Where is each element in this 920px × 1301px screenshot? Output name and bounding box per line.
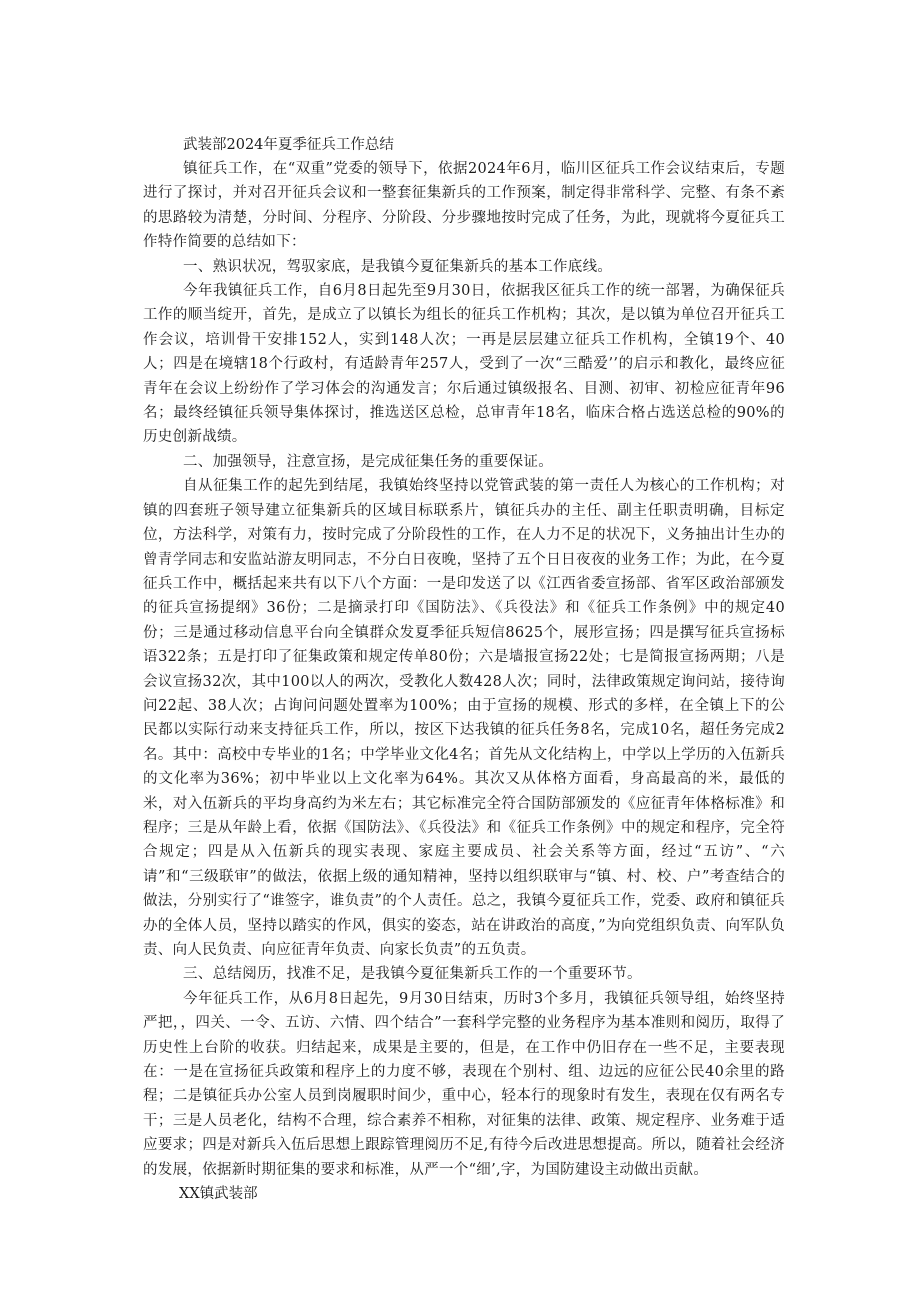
section-1-heading: 一、熟识状况，驾驭家底，是我镇今夏征集新兵的基本工作底线。 [183,258,613,275]
section-3-body: 今年征兵工作，从6月8日起先，9月30日结束，历时3个多月，我镇征兵领导组，始终坚持严把，，四关、一令、五访、六情、四个结合”一套科学完整的业务程序为基本准则和阅历，取得了历史性上台阶的收获。归结起来，成果是主要的，但是，在工作中仍旧存在一些不足，主要表现在：一是在宣扬征兵政策和程序上的力度不够，表现在个别村、组、边远的应征公民40余里的路程；二是镇征兵办公室人员到岗履职时间少，重中心，轻本行的现象时有发生，表现在仅有两名专干；三是人员老化，结构不合理，综合素养不相称，对征集的法律、政策、规定程序、业务难于适应要求；四是对新兵入伍后思想上跟踪管理阅历不足,有待今后改进思想提高。所以，随着社会经济的发展，依据新时期征集的要求和标准，从严一个“细’,字，为国防建设主动做出贡献。 [143,990,785,1178]
document-title: 武装部2024年夏季征兵工作总结 [183,137,394,153]
section-2-heading: 二、加强领导，注意宣扬，是完成征集任务的重要保证。 [183,453,553,470]
document-page [143,133,785,1206]
section-3-heading: 三、总结阅历，找准不足，是我镇今夏征集新兵工作的一个重要环节。 [183,966,642,983]
section-2-body: 自从征集工作的起先到结尾，我镇始终坚持以党管武装的第一责任人为核心的工作机构；对镇的四套班子领导建立征集新兵的区域目标联系片，镇征兵办的主任、副主任职责明确，目标定位，方法科学，对策有力，按时完成了分阶段性的工作，在人力不足的状况下，义务抽出计生办的曾青学同志和安监站游友明同志，不分白日夜晚，坚持了五个日日夜夜的业务工作；为此，在今夏征兵工作中，概括起来共有以下八个方面：一是印发送了以《江西省委宣扬部、省军区政治部颁发的征兵宣扬提纲》36份；二是摘录打印《国防法》、《兵役法》和《征兵工作条例》中的规定40份；三是通过移动信息平台向全镇群众发夏季征兵短信8625个，展形宣扬；四是撰写征兵宣扬标语322条；五是打印了征集政策和规定传单80份；六是墙报宣扬22处；七是简报宣扬两期；八是会议宣扬32次，其中100以人的两次，受教化人数428人次；同时，法律政策规定询问站，接待询问22起、38人次；占询问问题处置率为100%；由于宣扬的规模、形式的多样，在全镇上下的公民都以实际行动来支持征兵工作，所以，按区下达我镇的征兵任务8名，完成10名，超任务完成2名。其中：高校中专毕业的1名；中学毕业文化4名；首先从文化结构上，中学以上学历的入伍新兵的文化率为36%；初中毕业以上文化率为64%。其次又从体格方面看，身高最高的米，最低的米，对入伍新兵的平均身高约为米左右；其它标准完全符合国防部颁发的《应征青年体格标准》和程序；三是从年龄上看，依据《国防法》、《兵役法》和《征兵工作条例》中的规定和程序，完全符合规定；四是从入伍新兵的现实表现、家庭主要成员、社会关系等方面，经过“五访”、“六请”和“三级联审”的做法，依据上级的通知精神，坚持以组织联审与“镇、村、校、户”考查结合的做法，分别实行了“谁签字，谁负责”的个人责任。总之，我镇今夏征兵工作，党委、政府和镇征兵办的全体人员，坚持以踏实的作风，俱实的姿态，站在讲政治的高度，”为向党组织负责、向军队负责、向人民负责、向应征青年负责、向家长负责”的五负责。 [143,478,785,958]
section-1-body: 今年我镇征兵工作，自6月8日起先至9月30日，依据我区征兵工作的统一部署，为确保征兵工作的顺当绽开，首先，是成立了以镇长为组长的征兵工作机构；其次，是以镇为单位召开征兵工作会议，培训骨干安排152人，实到148人次；一再是层层建立征兵工作机构，全镇19个、40人；四是在境辖18个行政村，有适龄青年257人，受到了一次“三酷爱’’的启示和教化，最终应征青年在会议上纷纷作了学习体会的沟通发言；尔后通过镇级报名、目测、初审、初检应征青年96名；最终经镇征兵领导集体探讨，推选送区总检，总审青年18名，临床合格占选送总检的90%的历史创新战绩。 [143,283,785,446]
signature: XX镇武装部 [179,1186,258,1203]
intro-paragraph: 镇征兵工作，在“双重”党委的领导下，依据2024年6月，临川区征兵工作会议结束后，专题进行了探讨，并对召开征兵会议和一整套征集新兵的工作预案，制定得非常科学、完整、有条不紊的思路较为清楚，分时间、分程序、分阶段、分步骤地按时完成了任务，为此，现就将今夏征兵工作特作简要的总结如下： [143,161,785,251]
